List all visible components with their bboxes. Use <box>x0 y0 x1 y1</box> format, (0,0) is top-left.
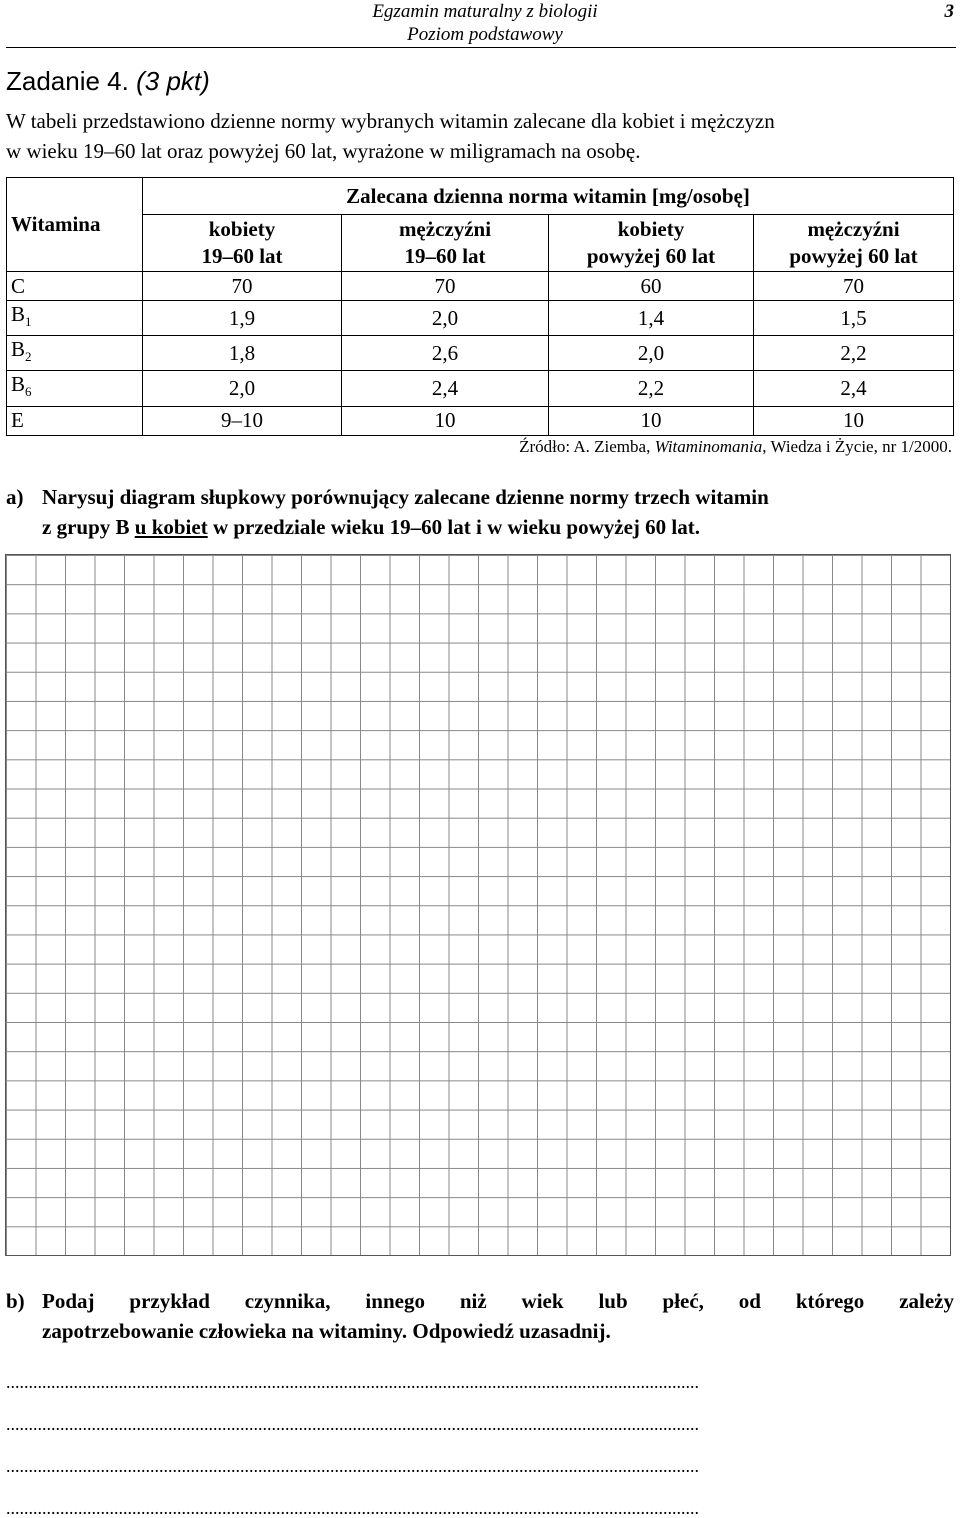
table-cell: 2,2 <box>549 371 754 406</box>
table-cell: 1,4 <box>549 301 754 336</box>
table-row-vitamin-b1 <box>7 301 954 336</box>
table-cell: 9–10 <box>143 406 342 435</box>
table-cell: 2,6 <box>342 336 549 371</box>
table-cell: 1,5 <box>754 301 954 336</box>
question-b-line-2: zapotrzebowanie człowieka na witaminy. Odpowiedź uzasadnij. <box>42 1319 611 1343</box>
table-cell: 2,0 <box>549 336 754 371</box>
page-header <box>0 0 960 48</box>
vitamin-name <box>7 371 143 406</box>
answer-line[interactable]: .......................................................................................................................................................... <box>6 1372 699 1392</box>
col-header-label: mężczyźni <box>398 217 492 241</box>
task-intro-line-1: W tabeli przedstawiono dzienne normy wybranych witamin zalecane dla kobiet i mężczyzn <box>6 109 775 133</box>
vitamin-letter: C <box>11 273 26 298</box>
vitamin-subscript: 6 <box>25 384 32 400</box>
col-header-label: kobiety <box>208 217 276 241</box>
header-exam-name: Egzamin maturalny z biologii <box>372 1 598 22</box>
question-a-text-pre: z grupy B <box>42 515 130 539</box>
col-header-group: Zalecana dzienna norma witamin [mg/osobę] <box>143 178 954 215</box>
question-a-text <box>42 482 954 542</box>
answer-grid[interactable] <box>5 554 951 1256</box>
col-header-age: powyżej 60 lat <box>789 244 918 268</box>
vitamin-name <box>7 301 143 336</box>
page-number: 3 <box>944 1 954 22</box>
vitamin-subscript: 2 <box>25 349 32 365</box>
task-title-main: Zadanie 4. <box>6 66 129 96</box>
vitamin-letter: B <box>11 337 26 362</box>
vitamin-name <box>7 406 143 435</box>
source-title: Witaminomania <box>654 437 763 456</box>
table-cell: 2,2 <box>754 336 954 371</box>
answer-line[interactable]: .......................................................................................................................................................... <box>6 1414 699 1434</box>
question-a-underlined: u kobiet <box>134 515 208 539</box>
header-level: Poziom podstawowy <box>407 24 563 45</box>
table-cell: 1,8 <box>143 336 342 371</box>
table-cell: 2,0 <box>342 301 549 336</box>
table-cell: 10 <box>549 406 754 435</box>
question-a-line-1: Narysuj diagram słupkowy porównujący zalecane dzienne normy trzech witamin <box>42 485 769 509</box>
answer-line[interactable]: .......................................................................................................................................................... <box>6 1498 699 1518</box>
table-cell: 70 <box>143 272 342 301</box>
table-row-vitamin-c <box>7 272 954 301</box>
question-a-text-post: w przedziale wieku 19–60 lat i w wieku powyżej 60 lat. <box>212 515 700 539</box>
col-header-label: kobiety <box>617 217 685 241</box>
col-header-women-60plus <box>549 215 754 272</box>
table-subheader-row <box>7 215 954 272</box>
table-cell: 2,0 <box>143 371 342 406</box>
task-intro <box>6 106 954 166</box>
question-a <box>6 482 954 542</box>
col-header-age: 19–60 lat <box>201 244 283 268</box>
table-cell: 70 <box>342 272 549 301</box>
vitamin-letter: B <box>11 372 26 397</box>
task-points: (3 pkt) <box>136 66 210 96</box>
question-a-line-2 <box>42 512 954 542</box>
table-cell: 70 <box>754 272 954 301</box>
vitamin-letter: E <box>11 408 24 433</box>
col-header-age: 19–60 lat <box>404 244 486 268</box>
col-header-women-19-60 <box>143 215 342 272</box>
table-cell: 10 <box>342 406 549 435</box>
col-header-vitamin: Witamina <box>7 178 143 272</box>
table-header-row <box>7 178 954 215</box>
vitamin-name <box>7 336 143 371</box>
table-row-vitamin-b6 <box>7 371 954 406</box>
col-header-label: mężczyźni <box>807 217 900 241</box>
task-intro-line-2: w wieku 19–60 lat oraz powyżej 60 lat, wyrażone w miligramach na osobę. <box>6 139 641 163</box>
question-b-label: b) <box>6 1289 25 1313</box>
source-citation <box>519 437 952 457</box>
header-title <box>340 0 630 46</box>
source-suffix: , Wiedza i Życie, nr 1/2000. <box>762 437 952 456</box>
table-cell: 2,4 <box>342 371 549 406</box>
vitamin-subscript: 1 <box>25 314 32 330</box>
table-cell: 60 <box>549 272 754 301</box>
question-a-label: a) <box>6 485 24 509</box>
vitamin-name <box>7 272 143 301</box>
header-divider <box>6 47 956 48</box>
vitamin-letter: B <box>11 302 26 326</box>
col-header-men-19-60 <box>342 215 549 272</box>
col-header-men-60plus <box>754 215 954 272</box>
table-cell: 1,9 <box>143 301 342 336</box>
question-b <box>6 1286 954 1346</box>
task-title <box>6 66 210 96</box>
table-row-vitamin-b2 <box>7 336 954 371</box>
col-header-age: powyżej 60 lat <box>586 244 716 268</box>
question-b-line-1: Podaj przykład czynnika, innego niż wiek lub płeć, od którego zależy <box>42 1289 954 1313</box>
table-row-vitamin-e <box>7 406 954 435</box>
source-prefix: Źródło: A. Ziemba, <box>519 437 651 456</box>
table-cell: 10 <box>754 406 954 435</box>
answer-line[interactable]: .......................................................................................................................................................... <box>6 1456 699 1476</box>
table-cell: 2,4 <box>754 371 954 406</box>
vitamin-norms-table <box>6 177 954 436</box>
